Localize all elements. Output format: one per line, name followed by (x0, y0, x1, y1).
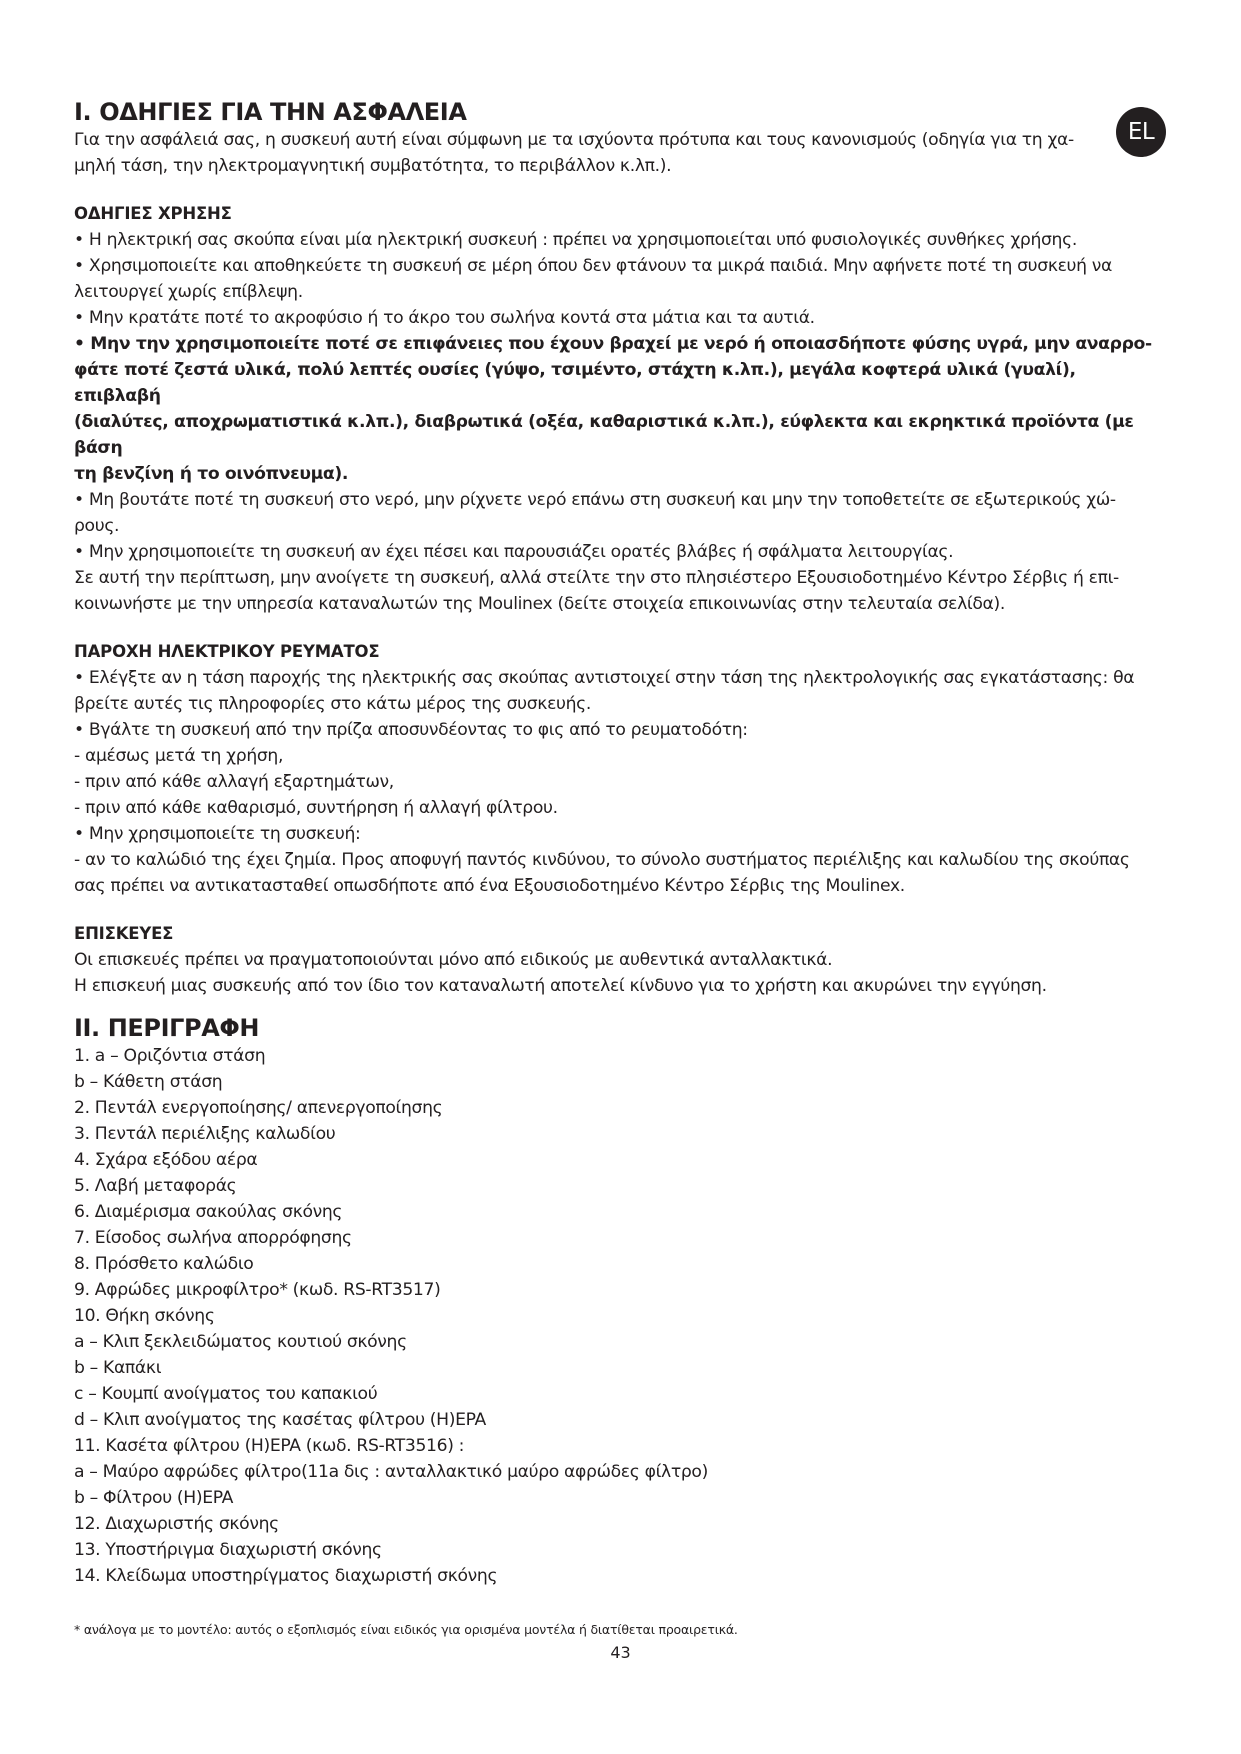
section-1-title: I. ΟΔΗΓΙΕΣ ΓΙΑ ΤΗΝ ΑΣΦΑΛΕΙΑ (74, 98, 467, 126)
description-item: 6. Διαμέρισμα σακούλας σκόνης (74, 1202, 343, 1222)
usage-warning-line: φάτε ποτέ ζεστά υλικά, πολύ λεπτές ουσίες (γύψο, τσιμέντο, στάχτη κ.λπ.), μεγάλα κοφτερά υλικά (γυαλί), επιβλαβή (74, 360, 1076, 406)
power-line: βρείτε αυτές τις πληροφορίες στο κάτω μέρος της συσκευής. (74, 694, 591, 714)
power-line: • Ελέγξτε αν η τάση παροχής της ηλεκτρικής σας σκούπας αντιστοιχεί στην τάση της ηλεκτρολογικής σας εγκατάστασης: θα (74, 668, 1135, 688)
description-item: 12. Διαχωριστής σκόνης (74, 1514, 279, 1534)
usage-warning-line: • Μην την χρησιμοποιείτε ποτέ σε επιφάνειες που έχουν βραχεί με νερό ή οποιασδήποτε φύσης υγρά, μην αναρρο- (74, 334, 1152, 354)
description-item: 9. Αφρώδες μικροφίλτρο* (κωδ. RS-RT3517) (74, 1280, 441, 1300)
description-item: b – Κάθετη στάση (74, 1072, 223, 1092)
description-item: d – Κλιπ ανοίγματος της κασέτας φίλτρου (H)EPA (74, 1410, 486, 1430)
usage-line: • Χρησιμοποιείτε και αποθηκεύετε τη συσκευή σε μέρη όπου δεν φτάνουν τα μικρά παιδιά. Μην αφήνετε ποτέ τη συσκευή να (74, 256, 1113, 276)
power-line: - αν το καλώδιό της έχει ζημία. Προς αποφυγή παντός κινδύνου, το σύνολο συστήματος περιέλιξης και καλωδίου της σκούπας (74, 850, 1130, 870)
power-line: • Βγάλτε τη συσκευή από την πρίζα αποσυνδέοντας το φις από το ρευματοδότη: (74, 720, 748, 740)
description-item: 1. a – Οριζόντια στάση (74, 1046, 266, 1066)
power-line: - πριν από κάθε καθαρισμό, συντήρηση ή αλλαγή φίλτρου. (74, 798, 558, 818)
usage-line: • Μην χρησιμοποιείτε τη συσκευή αν έχει πέσει και παρουσιάζει ορατές βλάβες ή σφάλματα λειτουργίας. (74, 542, 954, 562)
power-line: - πριν από κάθε αλλαγή εξαρτημάτων, (74, 772, 394, 792)
description-item: 13. Υποστήριγμα διαχωριστή σκόνης (74, 1540, 382, 1560)
usage-warning-line: (διαλύτες, αποχρωματιστικά κ.λπ.), διαβρωτικά (οξέα, καθαριστικά κ.λπ.), εύφλεκτα και εκρηκτικά προϊόντα (με βάση (74, 412, 1134, 458)
footnote: * ανάλογα με το μοντέλο: αυτός ο εξοπλισμός είναι ειδικός για ορισμένα μοντέλα ή διατίθεται προαιρετικά. (74, 1622, 738, 1637)
description-item: a – Μαύρο αφρώδες φίλτρο(11a δις : ανταλλακτικό μαύρο αφρώδες φίλτρο) (74, 1462, 708, 1482)
intro-line: Για την ασφάλειά σας, η συσκευή αυτή είναι σύμφωνη με τα ισχύοντα πρότυπα και τους κανονισμούς (οδηγία για τη χα- (74, 130, 1074, 150)
repairs-heading: ΕΠΙΣΚΕΥΕΣ (74, 924, 174, 943)
repairs-line: Η επισκευή μιας συσκευής από τον ίδιο τον καταναλωτή αποτελεί κίνδυνο για το χρήστη και ακυρώνει την εγγύηση. (74, 976, 1047, 996)
description-item: 7. Είσοδος σωλήνα απορρόφησης (74, 1228, 352, 1248)
usage-line: • Μη βουτάτε ποτέ τη συσκευή στο νερό, μην ρίχνετε νερό επάνω στη συσκευή και μην την τοποθετείτε σε εξωτερικούς χώ- (74, 490, 1116, 510)
description-list (74, 1043, 1164, 1589)
description-item: 10. Θήκη σκόνης (74, 1306, 215, 1326)
description-item: 8. Πρόσθετο καλώδιο (74, 1254, 254, 1274)
usage-warning-line: τη βενζίνη ή το οινόπνευμα). (74, 464, 349, 484)
repairs-line: Οι επισκευές πρέπει να πραγματοποιούνται μόνο από ειδικούς με αυθεντικά ανταλλακτικά. (74, 950, 833, 970)
power-line: • Μην χρησιμοποιείτε τη συσκευή: (74, 824, 361, 844)
description-item: 2. Πεντάλ ενεργοποίησης/ απενεργοποίησης (74, 1098, 443, 1118)
usage-line: λειτουργεί χωρίς επίβλεψη. (74, 282, 303, 302)
description-item: 11. Κασέτα φίλτρου (H)EPA (κωδ. RS-RT3516) : (74, 1436, 465, 1456)
description-item: 4. Σχάρα εξόδου αέρα (74, 1150, 258, 1170)
page-content (74, 97, 1164, 1589)
usage-line: Σε αυτή την περίπτωση, μην ανοίγετε τη συσκευή, αλλά στείλτε την στο πλησιέστερο Εξουσιοδοτημένο Κέντρο Σέρβις ή επι- (74, 568, 1119, 588)
section-2-title: II. ΠΕΡΙΓΡΑΦΗ (74, 1014, 260, 1042)
description-item: b – Φίλτρου (H)EPA (74, 1488, 234, 1508)
page-number: 43 (610, 1643, 631, 1662)
description-item: 3. Πεντάλ περιέλιξης καλωδίου (74, 1124, 336, 1144)
usage-line: ρους. (74, 516, 120, 536)
intro-line: μηλή τάση, την ηλεκτρομαγνητική συμβατότητα, το περιβάλλον κ.λπ.). (74, 156, 672, 176)
usage-line: κοινωνήστε με την υπηρεσία καταναλωτών της Moulinex (δείτε στοιχεία επικοινωνίας στην τελευταία σελίδα). (74, 594, 1005, 614)
usage-heading: ΟΔΗΓΙΕΣ ΧΡΗΣΗΣ (74, 204, 232, 223)
power-line: - αμέσως μετά τη χρήση, (74, 746, 284, 766)
description-item: b – Καπάκι (74, 1358, 162, 1378)
usage-line: • Η ηλεκτρική σας σκούπα είναι μία ηλεκτρική συσκευή : πρέπει να χρησιμοποιείται υπό φυσιολογικές συνθήκες χρήσης. (74, 230, 1077, 250)
language-badge: EL (1116, 107, 1166, 157)
description-item: a – Κλιπ ξεκλειδώματος κουτιού σκόνης (74, 1332, 407, 1352)
description-item: 14. Κλείδωμα υποστηρίγματος διαχωριστή σκόνης (74, 1566, 498, 1586)
description-item: 5. Λαβή μεταφοράς (74, 1176, 237, 1196)
power-line: σας πρέπει να αντικατασταθεί οπωσδήποτε από ένα Εξουσιοδοτημένο Κέντρο Σέρβις της Moulinex. (74, 876, 905, 896)
power-heading: ΠΑΡΟΧΗ ΗΛΕΚΤΡΙΚΟΥ ΡΕΥΜΑΤΟΣ (74, 642, 380, 661)
description-item: c – Κουμπί ανοίγματος του καπακιού (74, 1384, 378, 1404)
usage-line: • Μην κρατάτε ποτέ το ακροφύσιο ή το άκρο του σωλήνα κοντά στα μάτια και τα αυτιά. (74, 308, 815, 328)
